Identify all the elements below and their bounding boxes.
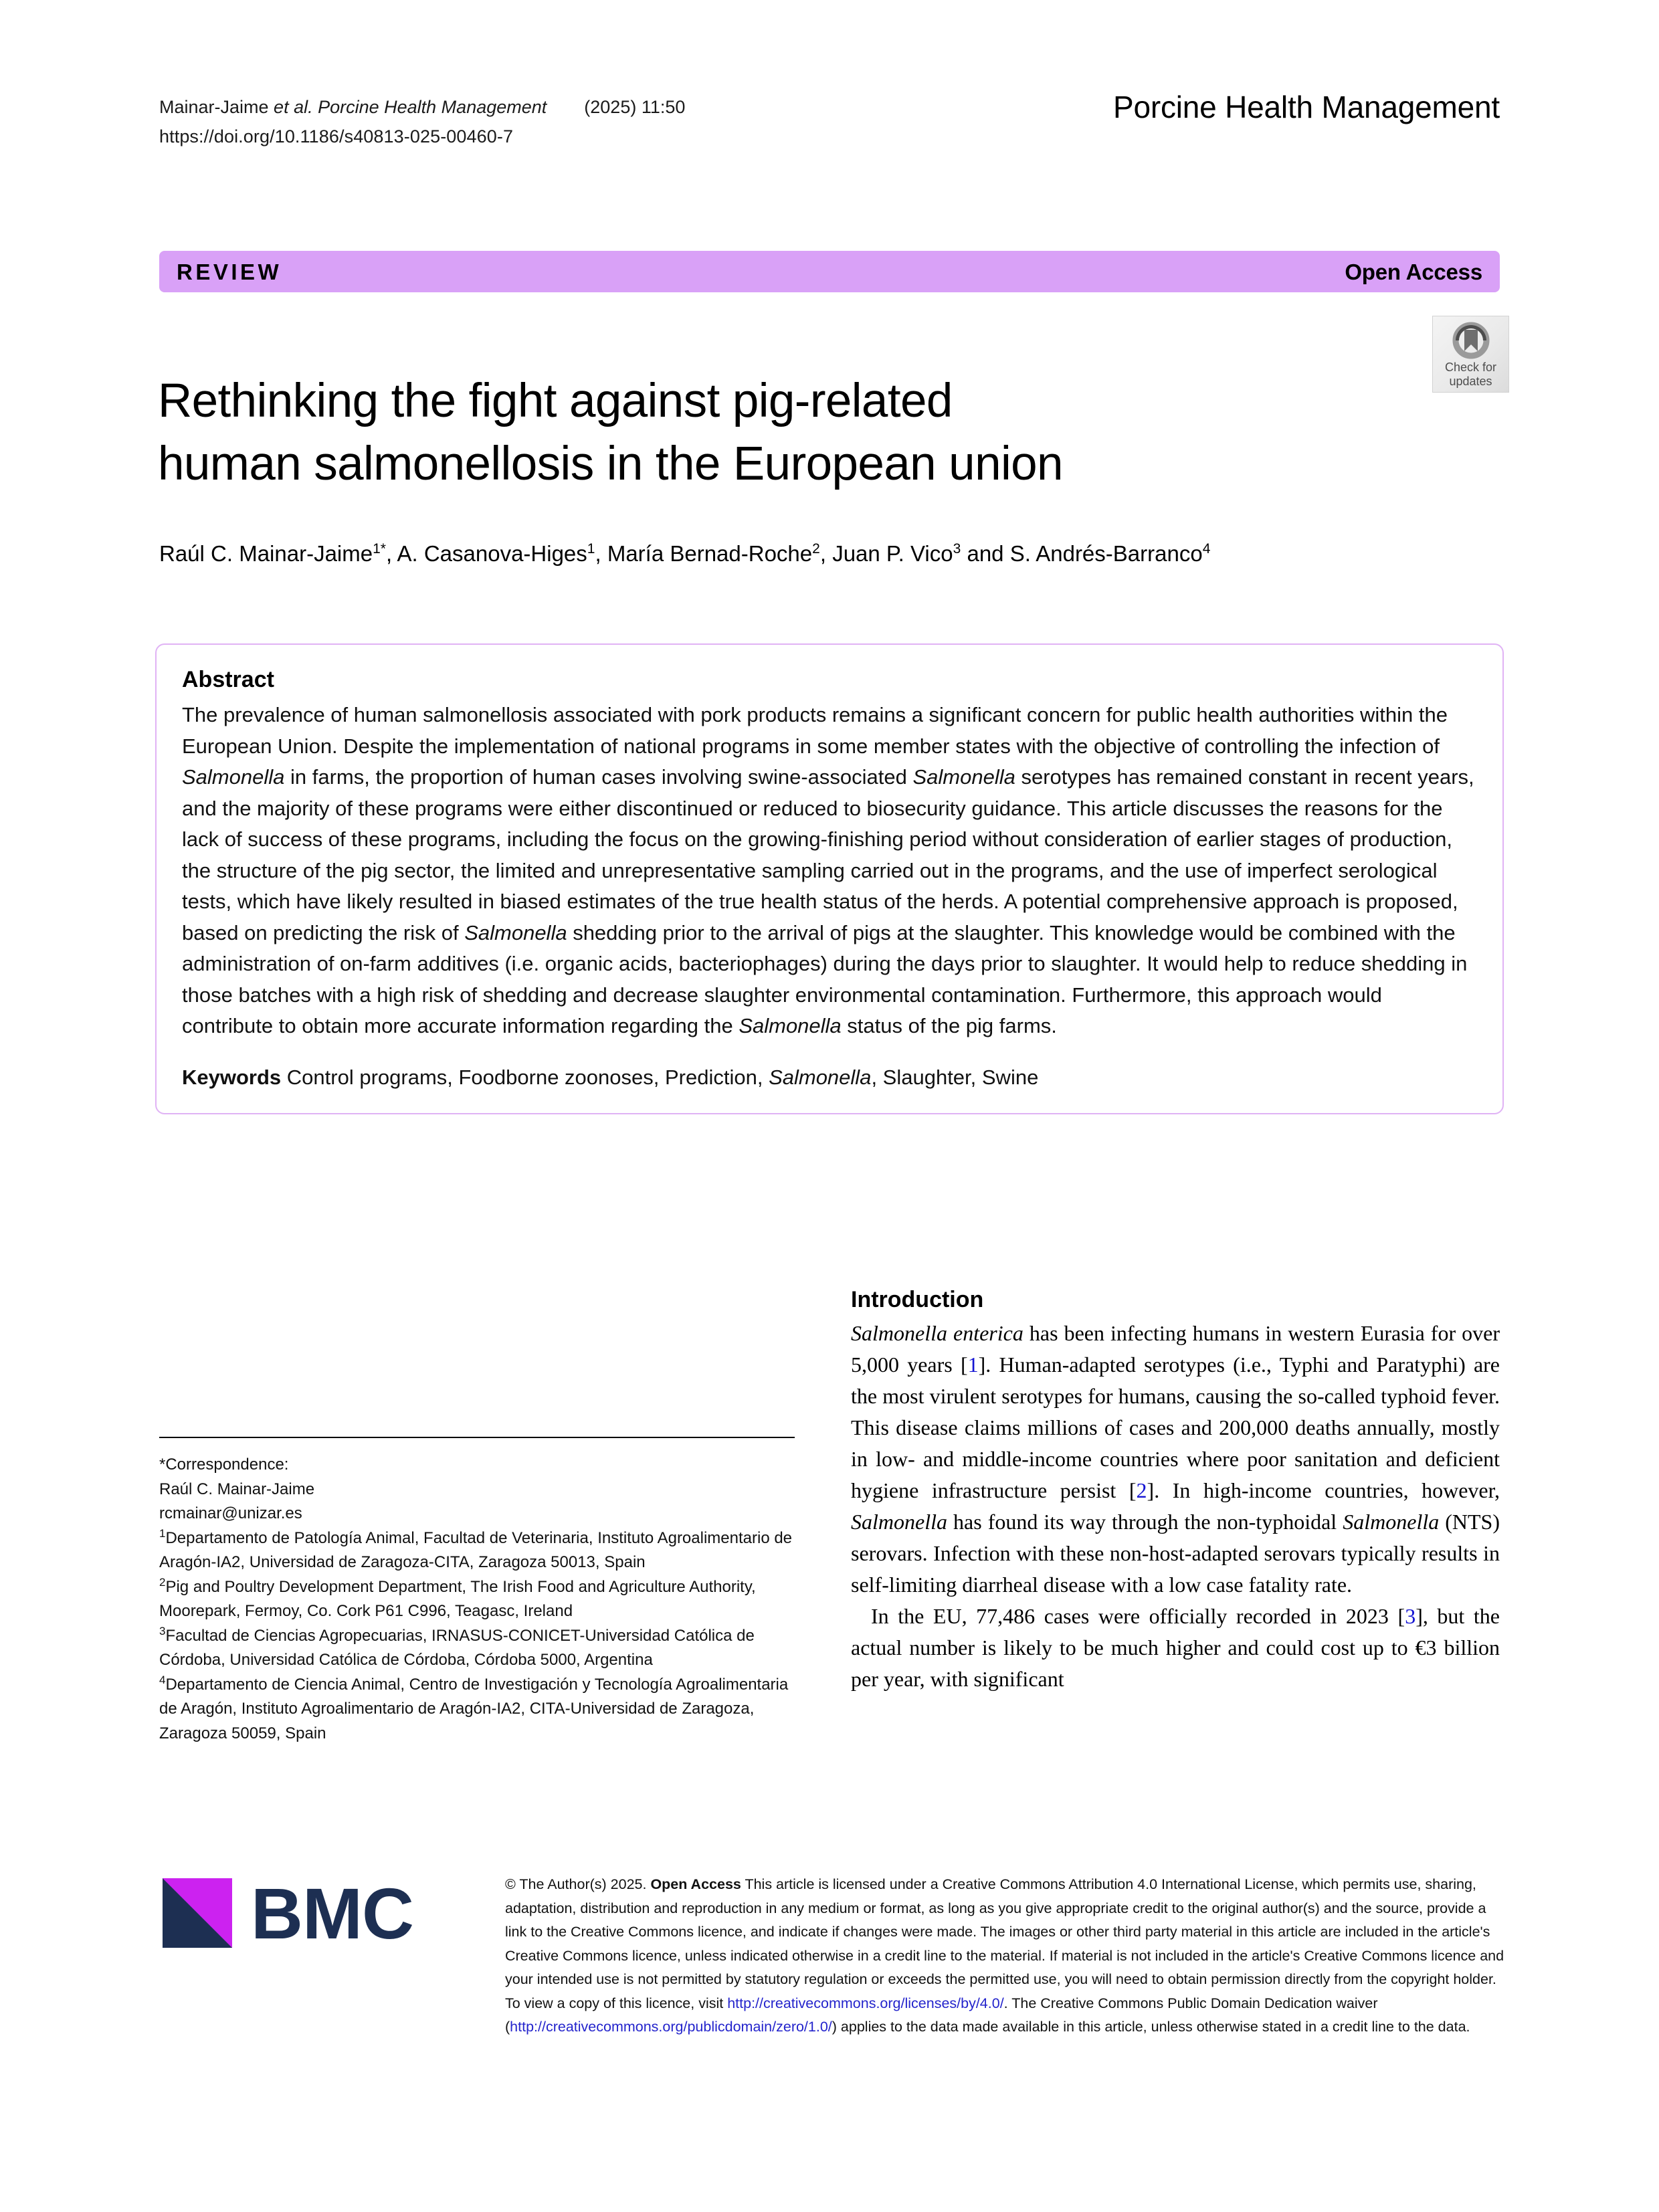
bmc-logo-text: BMC	[251, 1873, 413, 1954]
affiliation-marker: 2	[159, 1575, 166, 1589]
introduction-heading: Introduction	[851, 1287, 984, 1312]
text-run: serotypes has remained constant in recent years, and the majority of these programs were either discontinued or reduced to biosecurity guidance. This article discusses the reasons for the lack of success of these programs, including the focus on the growing-finishing period without consideration of earlier stages of production, the structure of the pig sector, the limited and unrepresentative sampling carried out in the programs, and the use of imperfect serological tests, which have likely resulted in biased estimates of the true health status of the herds. A potential comprehensive approach is proposed, based on predicting the risk of	[182, 765, 1474, 944]
crossmark-line-1: Check for	[1444, 361, 1497, 374]
keywords	[182, 1062, 1477, 1093]
text-run: ]. Human-adapted serotypes (i.e., Typhi and Paratyphi) are the most virulent serotypes for humans, causing the so-called typhoid fever. This disease claims millions of cases and 200,000 deaths annually, mostly in low- and middle-income countries where poor sanitation and deficient hygiene infrastructure persist [	[851, 1352, 1500, 1502]
affiliation-text: Departamento de Ciencia Animal, Centro de Investigación y Tecnología Agroalimentaria de Aragón, Instituto Agroalimentario de Aragón-IA2, CITA-Universidad de Zaragoza, Zaragoza 50059, Spain	[159, 1675, 789, 1742]
correspondence-email[interactable]: rcmainar@unizar.es	[159, 1504, 302, 1522]
running-head-doi[interactable]: https://doi.org/10.1186/s40813-025-00460-7	[159, 126, 514, 146]
citation-link[interactable]: 1	[967, 1352, 979, 1377]
text-run: Salmonella	[182, 765, 285, 789]
affiliation-text: Departamento de Patología Animal, Facultad de Veterinaria, Instituto Agroalimentario de Aragón-IA2, Universidad de Zaragoza-CITA, Zaragoza 50013, Spain	[159, 1528, 793, 1571]
open-access-banner	[159, 251, 1500, 292]
author-list: Raúl C. Mainar-Jaime$^{1*}$, A. Casanova-Higes$^1$, María Bernad-Roche$^2$, Juan P. Vico$^3$ and S. Andrés-Barranco$^4$	[159, 541, 1211, 566]
text-run: In the EU, 77,486 cases were officially recorded in 2023 [	[871, 1604, 1405, 1628]
running-head-authors: Mainar-Jaime	[159, 97, 274, 117]
author-name: S. Andrés-Barranco	[1009, 541, 1203, 566]
affiliation-marker: 3	[159, 1624, 166, 1637]
correspondence-name: Raúl C. Mainar-Jaime	[159, 1480, 315, 1498]
introduction-body	[851, 1318, 1500, 1695]
bmc-logo	[163, 1873, 457, 1954]
text-run: Salmonella enterica	[851, 1321, 1023, 1345]
running-head-issue: (2025) 11:50	[584, 97, 686, 117]
introduction-paragraph-1	[851, 1318, 1500, 1601]
citation-link[interactable]: 3	[1405, 1604, 1416, 1628]
running-head	[159, 92, 1029, 151]
correspondence-block	[159, 1453, 801, 1746]
affiliation-marker: 4	[159, 1673, 166, 1686]
text-run: Open Access	[650, 1876, 741, 1892]
crossmark-line-2: updates	[1449, 375, 1492, 388]
text-run: © The Author(s) 2025.	[505, 1876, 651, 1892]
affiliation-item	[159, 1526, 801, 1575]
text-run: ]. In high-income countries, however,	[1147, 1478, 1500, 1502]
text-run: , Slaughter, Swine	[871, 1065, 1039, 1089]
text-run: has found its way through the non-typhoidal	[947, 1510, 1343, 1534]
affiliation-item	[159, 1575, 801, 1624]
text-run: ], but the actual number is likely to be much higher and could cost up to €3 billion per year, with significant	[851, 1604, 1500, 1691]
text-run: This article is licensed under a Creative Commons Attribution 4.0 International License, which permits use, sharing, adaptation, distribution and reproduction in any medium or format, as long as you give appropriate credit to the original author(s) and the source, provide a link to the Creative Commons licence, and indicate if changes were made. The images or other third party material in this article are included in the article's Creative Commons licence, unless indicated otherwise in a credit line to the material. If material is not included in the article's Creative Commons licence and your intended use is not permitted by statutory regulation or exceeds the permitted use, you will need to obtain permission directly from the copyright holder. To view a copy of this licence, visit	[505, 1876, 1504, 2011]
citation-link[interactable]: 2	[1136, 1478, 1147, 1502]
keywords-list	[287, 1066, 1039, 1089]
keywords-label: Keywords	[182, 1065, 282, 1089]
text-run: Salmonella	[1343, 1510, 1440, 1534]
affiliation-marker: 1	[159, 1526, 166, 1540]
author-affiliation-marker: 2	[812, 541, 820, 557]
running-head-journal: et al. Porcine Health Management	[274, 97, 547, 117]
affiliation-item	[159, 1673, 801, 1746]
open-access-label: Open Access	[1345, 260, 1482, 284]
author-affiliation-marker: 3	[953, 541, 961, 557]
correspondence-divider	[159, 1437, 795, 1438]
text-run: Salmonella	[851, 1510, 947, 1534]
text-run: Control programs, Foodborne zoonoses, Prediction,	[286, 1065, 769, 1089]
author-name: Raúl C. Mainar-Jaime	[159, 541, 373, 566]
bmc-logo-mark-icon	[163, 1878, 232, 1948]
text-run: Salmonella	[739, 1014, 842, 1037]
text-run: shedding prior to the arrival of pigs at the slaughter. This knowledge would be combined with the administration of on-farm additives (i.e. organic acids, bacteriophages) during the days prior to slaughter. It would help to reduce shedding in those batches with a high risk of shedding and decrease slaughter environmental contamination. Furthermore, this approach would contribute to obtain more accurate information regarding the	[182, 920, 1468, 1037]
author-name: Juan P. Vico	[832, 541, 953, 566]
license-text	[505, 1873, 1505, 2039]
author-affiliation-marker: 4	[1202, 541, 1211, 557]
text-run: . The Creative Commons Public Domain Dedication waiver (	[505, 1995, 1378, 2035]
author-name: María Bernad-Roche	[607, 541, 813, 566]
correspondence-label: *Correspondence:	[159, 1455, 289, 1474]
author-affiliation-marker: 1	[587, 541, 595, 557]
journal-title: Porcine Health Management	[1113, 90, 1500, 124]
license-url-link[interactable]: http://creativecommons.org/licenses/by/4.0/	[727, 1995, 1004, 2011]
article-type-label: REVIEW	[177, 260, 282, 284]
text-run: status of the pig farms.	[841, 1014, 1057, 1037]
abstract-box	[155, 643, 1504, 1114]
affiliation-item	[159, 1624, 801, 1673]
title-line-2: human salmonellosis in the European union	[158, 437, 1063, 490]
crossmark-text	[1433, 361, 1508, 389]
license-url-link[interactable]: http://creativecommons.org/publicdomain/zero/1.0/	[510, 2019, 832, 2035]
affiliation-text: Pig and Poultry Development Department, The Irish Food and Agriculture Authority, Moorepark, Fermoy, Co. Cork P61 C996, Teagasc, Ireland	[159, 1577, 756, 1620]
introduction-paragraph-2	[851, 1601, 1500, 1695]
crossmark-icon	[1452, 322, 1490, 359]
page-title	[158, 370, 1402, 496]
author-affiliation-marker: 1*	[373, 541, 386, 557]
check-for-updates-badge[interactable]	[1432, 316, 1509, 393]
text-run: Salmonella	[769, 1065, 872, 1089]
text-run: The prevalence of human salmonellosis associated with pork products remains a significant concern for public health authorities within the European Union. Despite the implementation of national programs in some member states with the objective of controlling the infection of	[182, 703, 1448, 758]
running-head-citation	[159, 92, 1029, 122]
text-run: ) applies to the data made available in this article, unless otherwise stated in a credit line to the data.	[832, 2019, 1470, 2035]
abstract-heading: Abstract	[182, 667, 274, 692]
introduction-section	[851, 1284, 1500, 1695]
text-run: Salmonella	[464, 920, 567, 944]
text-run: has been infecting humans in western Eurasia for over 5,000 years [	[851, 1321, 1500, 1377]
author-name: A. Casanova-Higes	[397, 541, 587, 566]
title-line-1: Rethinking the fight against pig-related	[158, 374, 953, 427]
text-run: (NTS) serovars. Infection with these non-host-adapted serovars typically results in self-limiting diarrheal disease with a low case fatality rate.	[851, 1510, 1500, 1597]
abstract-text	[182, 700, 1477, 1042]
affiliation-list	[159, 1526, 801, 1746]
text-run: Salmonella	[912, 765, 1015, 789]
text-run: in farms, the proportion of human cases involving swine-associated	[284, 765, 913, 789]
affiliation-text: Facultad de Ciencias Agropecuarias, IRNASUS-CONICET-Universidad Católica de Córdoba, Universidad Católica de Córdoba, Córdoba 5000, Argentina	[159, 1626, 755, 1669]
